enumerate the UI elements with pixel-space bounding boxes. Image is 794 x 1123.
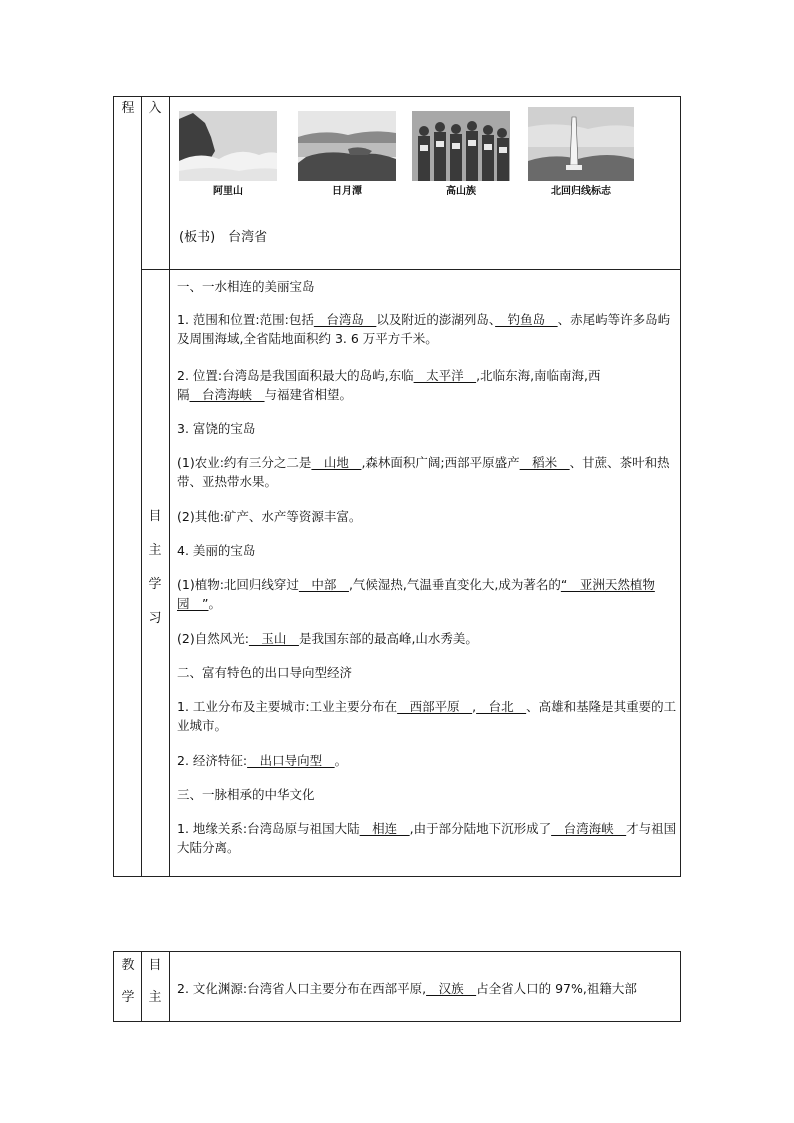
answer-blank: 西部平原 (397, 699, 473, 714)
column-divider (141, 97, 142, 876)
answer-blank: 相连 (359, 821, 410, 836)
answer-blank: 稻米 (519, 455, 570, 470)
paragraph-other-resources: (2)其他:矿产、水产等资源丰富。 (177, 509, 362, 524)
section-title-1: 一、一水相连的美丽宝岛 (177, 279, 315, 294)
label-zhu: 主 (148, 543, 162, 558)
lesson-table-continued (113, 951, 681, 1022)
paragraph-geography-relation: 1. 地缘关系:台湾岛原与祖国大陆 相连 ,由于部分陆地下沉形成了 台湾海峡 才与祖国大陆分离。 (177, 821, 677, 855)
answer-blank: 出口导向型 (247, 753, 335, 768)
label-mu: 目 (148, 958, 162, 973)
lesson-table (113, 96, 681, 877)
caption-alishan: 阿里山 (213, 186, 243, 197)
lake-photo (298, 111, 396, 181)
label-zhu2: 主 (148, 990, 162, 1005)
section-title-3: 三、一脉相承的中华文化 (177, 787, 315, 802)
answer-blank: 太平洋 (413, 368, 477, 383)
paragraph-agriculture: (1)农业:约有三分之二是 山地 ,森林面积广阔;西部平原盛产 稻米 、甘蔗、茶叶和热带、亚热带水果。 (177, 455, 670, 489)
answer-blank: 玉山 (248, 631, 299, 646)
answer-blank: 钓鱼岛 (495, 312, 558, 327)
answer-blank: 山地 (311, 455, 362, 470)
paragraph-plants: (1)植物:北回归线穿过 中部 ,气候湿热,气温垂直变化大,成为著名的“ 亚洲天然植物园 ”。 (177, 577, 655, 611)
label-zi: 目 (148, 509, 162, 524)
answer-blank: 台湾海峡 (551, 821, 627, 836)
label-xue2: 学 (121, 990, 135, 1005)
caption-beihuiguixian: 北回归线标志 (551, 186, 611, 197)
paragraph-scope: 1. 范围和位置:范围:包括 台湾岛 以及附近的澎湖列岛、 钓鱼岛 、赤尾屿等许多岛屿及周围海域,全省陆地面积约 3. 6 万平方千米。 (177, 312, 671, 346)
board-note: (板书) 台湾省 (179, 230, 268, 245)
answer-blank: 台北 (476, 699, 527, 714)
label-xi: 习 (148, 611, 162, 626)
row-divider (141, 269, 680, 270)
caption-riyuetan: 日月潭 (332, 186, 362, 197)
caption-gaoshanzu: 高山族 (446, 186, 476, 197)
heading-beautiful-island: 4. 美丽的宝岛 (177, 543, 256, 558)
answer-blank: “ 亚洲天然植物园 ” (177, 577, 655, 611)
paragraph-industry: 1. 工业分布及主要城市:工业主要分布在 西部平原 , 台北 、高雄和基隆是其重要的工业城市。 (177, 699, 677, 733)
label-ru: 入 (148, 101, 162, 116)
paragraph-location: 2. 位置:台湾岛是我国面积最大的岛屿,东临 太平洋 ,北临东海,南临南海,西隔 台湾海峡 与福建省相望。 (177, 368, 601, 402)
label-cheng: 程 (121, 101, 135, 116)
column-divider (169, 952, 170, 1021)
monument-photo (528, 107, 634, 181)
label-jiao: 教 (121, 958, 135, 973)
paragraph-economy: 2. 经济特征: 出口导向型 。 (177, 753, 348, 768)
label-xue: 学 (148, 577, 162, 592)
paragraph-scenery: (2)自然风光: 玉山 是我国东部的最高峰,山水秀美。 (177, 631, 478, 646)
heading-rich-island: 3. 富饶的宝岛 (177, 421, 256, 436)
answer-blank: 台湾岛 (313, 312, 377, 327)
people-group-photo (412, 111, 510, 181)
mountain-sea-of-clouds-photo (179, 111, 277, 181)
answer-blank: 汉族 (426, 981, 477, 996)
answer-blank: 中部 (298, 577, 349, 592)
section-title-2: 二、富有特色的出口导向型经济 (177, 665, 353, 680)
column-divider (169, 97, 170, 876)
paragraph-culture-origin: 2. 文化渊源:台湾省人口主要分布在西部平原, 汉族 占全省人口的 97%,祖籍大部 (177, 981, 637, 996)
answer-blank: 台湾海峡 (189, 387, 265, 402)
